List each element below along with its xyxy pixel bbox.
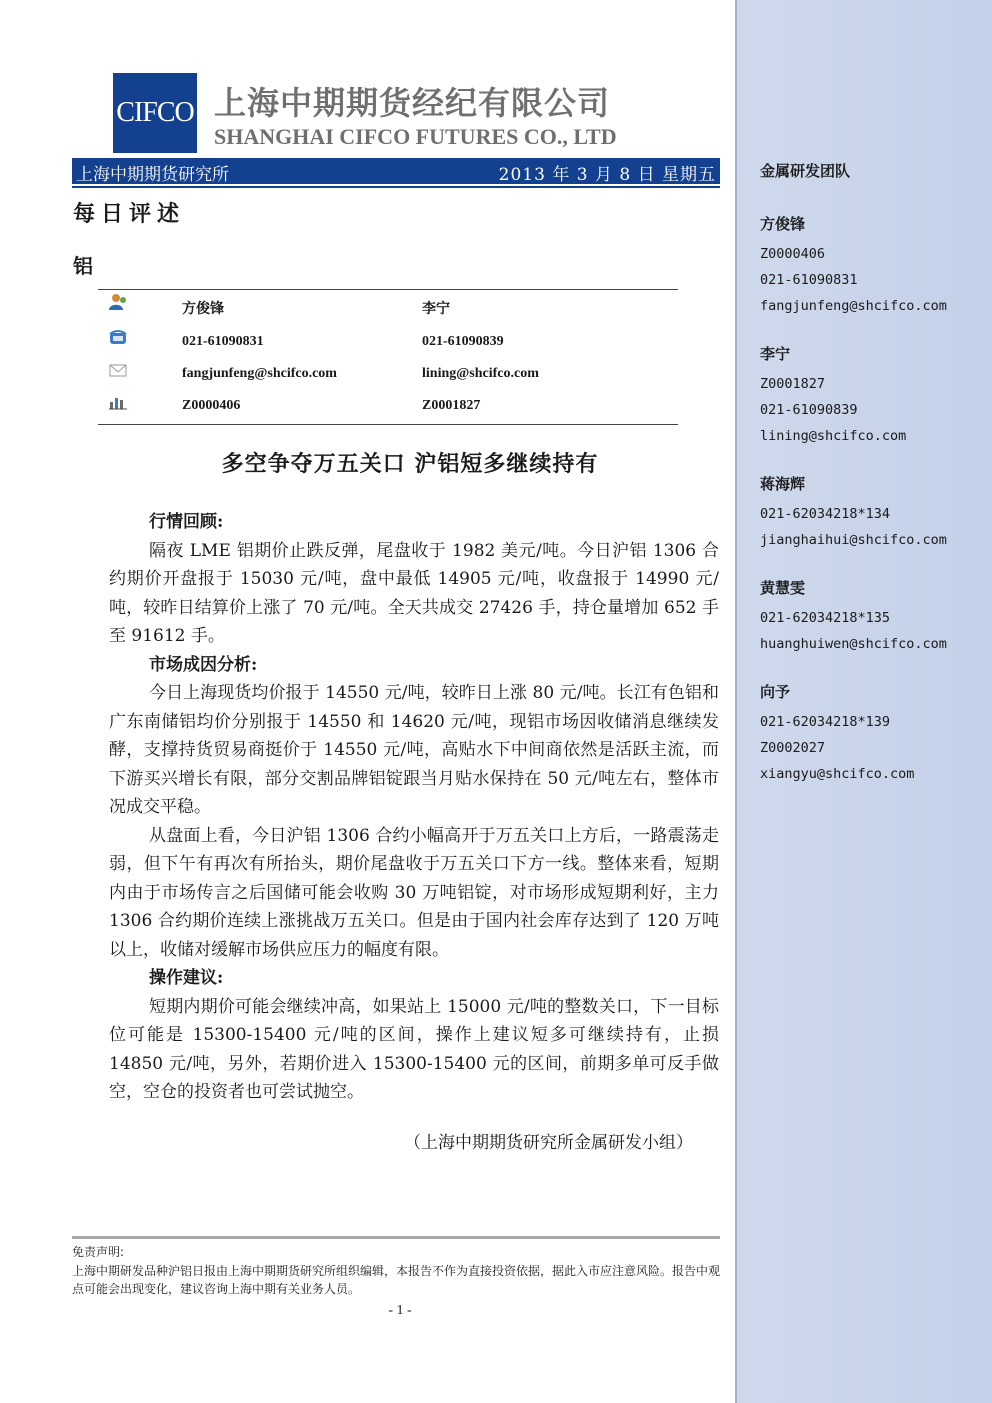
page-number: - 1 - — [388, 1303, 412, 1318]
member-detail: 021-62034218*139 — [760, 714, 891, 730]
team-member — [760, 213, 947, 319]
member-name: 向予 — [760, 683, 791, 701]
footer-divider — [72, 1236, 720, 1239]
analyst-2-name: 李宁 — [422, 302, 450, 317]
paragraph-analysis-1: 今日上海现货均价报于 14550 元/吨，较昨日上涨 80 元/吨。长江有色铝和广东南储铝均价分别报于 14550 和 14620 元/吨，现铝市场因收储消息继续发酵，支撑持货贸易商挺价于 14550 元/吨，高贴水下中间商依然是活跃主流，而下游买兴增长有限，部分交割品牌铝锭跟当月贴水保持在 50 元/吨左右，整体市况成交平稳。 — [109, 683, 719, 817]
paragraph-analysis-2: 从盘面上看，今日沪铝 1306 合约小幅高开于万五关口上方后，一路震荡走弱，但下午有再次有所抬头，期价尾盘收于万五关口下方一线。整体来看，短期内由于市场传言之后国储可能会收购 30 万吨铝锭，对市场形成短期利好，主力 1306 合约期价连续上涨挑战万五关口。但是由于国内社会库存达到了 120 万吨以上，收储对缓解市场供应压力的幅度有限。 — [109, 825, 719, 960]
department-label: 上海中期期货研究所 — [76, 165, 229, 185]
contact-row-name — [98, 292, 678, 322]
member-name: 李宁 — [760, 345, 791, 363]
member-detail: Z0002027 — [760, 740, 826, 756]
member-detail: fangjunfeng@shcifco.com — [760, 298, 947, 314]
disclaimer-title: 免责声明: — [72, 1245, 125, 1259]
analyst-1-license: Z0000406 — [182, 398, 241, 413]
team-member — [760, 577, 947, 657]
report-headline: 多空争夺万五关口 沪铝短多继续持有 — [221, 451, 599, 477]
analyst-1-email: fangjunfeng@shcifco.com — [182, 366, 337, 381]
section-heading-review: 行情回顾: — [149, 512, 224, 532]
section-heading-analysis: 市场成因分析: — [149, 654, 258, 675]
team-member — [760, 681, 914, 787]
member-detail: 021-62034218*135 — [760, 610, 891, 626]
analyst-2-license: Z0001827 — [422, 398, 481, 413]
company-name-en: SHANGHAI CIFCO FUTURES CO., LTD — [214, 124, 617, 149]
member-detail: jianghaihui@shcifco.com — [760, 532, 947, 548]
member-detail: 021-62034218*134 — [760, 506, 891, 522]
member-name: 蒋海辉 — [760, 475, 806, 493]
disclaimer — [72, 1243, 720, 1299]
report-body — [109, 508, 719, 1157]
member-detail: huanghuiwen@shcifco.com — [760, 636, 947, 652]
team-sidebar — [735, 0, 992, 1403]
contact-row-email — [98, 360, 678, 390]
analyst-2-email: lining@shcifco.com — [422, 366, 539, 381]
member-detail: Z0000406 — [760, 246, 826, 262]
member-name: 方俊锋 — [760, 215, 806, 233]
member-detail: 021-61090831 — [760, 272, 858, 288]
section-heading-advice: 操作建议: — [149, 968, 224, 988]
member-detail: lining@shcifco.com — [760, 428, 907, 444]
sidebar-title: 金属研发团队 — [760, 162, 851, 180]
member-detail: Z0001827 — [760, 376, 826, 392]
analyst-contact-table — [98, 289, 678, 425]
paragraph-review: 隔夜 LME 铝期价止跌反弹，尾盘收于 1982 美元/吨。今日沪铝 1306 合约期价开盘报于 15030 元/吨，盘中最低 14905 元/吨，收盘报于 14990 元/吨，较昨日结算价上涨了 70 元/吨。全天共成交 27426 手，持仓量增加 652 手至 91612 手。 — [109, 540, 719, 646]
analyst-2-phone: 021-61090839 — [422, 334, 504, 349]
analyst-1-name: 方俊锋 — [182, 302, 224, 317]
company-name-cn: 上海中期期货经纪有限公司 — [214, 84, 611, 122]
phone-icon — [108, 328, 128, 348]
member-detail: xiangyu@shcifco.com — [760, 766, 915, 782]
paragraph-advice: 短期内期价可能会继续冲高，如果站上 15000 元/吨的整数关口，下一目标位可能是 15300-15400 元/吨的区间，操作上建议短多可继续持有，止损 14850 元/吨，另外，若期价进入 15300-15400 元的区间，前期多单可反手做空，空仓的投资者也可尝试抛空。 — [109, 996, 719, 1102]
header-bar — [72, 158, 720, 184]
team-member — [760, 473, 947, 553]
person-icon — [108, 292, 128, 312]
team-member — [760, 343, 906, 449]
chart-icon — [108, 392, 128, 412]
disclaimer-text: 上海中期研发品种沪铝日报由上海中期期货研究所组织编辑，本报告不作为直接投资依据，据此入市应注意风险。报告中观点可能会出现变化，建议咨询上海中期有关业务人员。 — [72, 1263, 721, 1296]
commodity-label: 铝 — [73, 254, 93, 278]
document-type: 每日评述 — [73, 201, 186, 227]
mail-icon — [108, 360, 128, 380]
contact-row-phone — [98, 328, 678, 358]
report-date: 2013 年 3 月 8 日 星期五 — [498, 165, 716, 185]
header-divider — [72, 186, 720, 188]
member-detail: 021-61090839 — [760, 402, 858, 418]
analyst-1-phone: 021-61090831 — [182, 334, 264, 349]
member-name: 黄慧雯 — [760, 579, 806, 597]
company-logo: CIFCO — [113, 73, 197, 153]
contact-row-license — [98, 392, 678, 422]
report-signature: （上海中期期货研究所金属研发小组） — [404, 1132, 693, 1153]
